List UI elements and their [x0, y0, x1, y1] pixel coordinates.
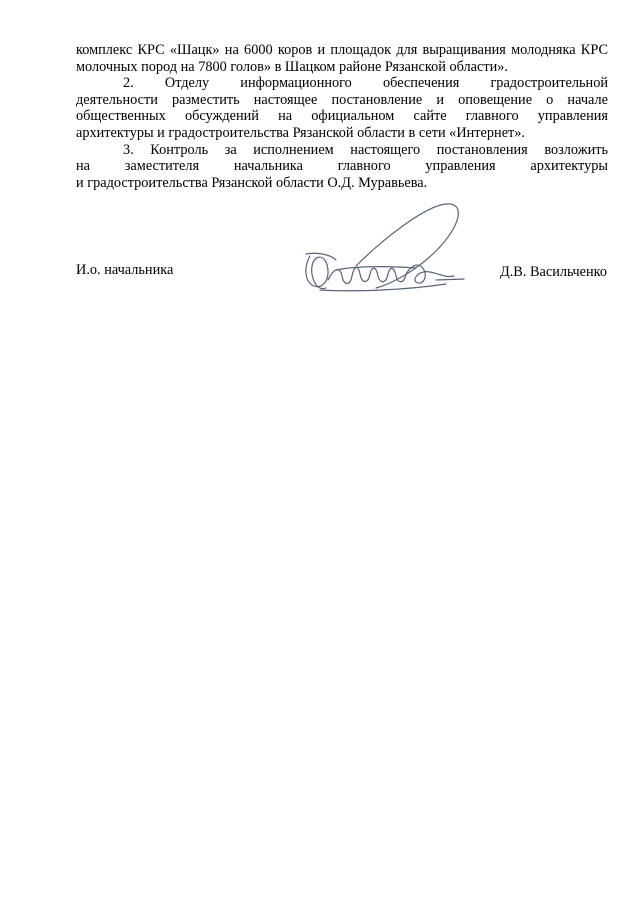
signature-block — [76, 262, 608, 302]
signatory-title: И.о. начальника — [76, 262, 174, 278]
body-line: деятельности разместить настоящее постановление и оповещение о начале — [76, 91, 608, 108]
paragraph-3-line: 3. Контроль за исполнением настоящего постановления возложить — [123, 141, 608, 158]
body-line: комплекс КРС «Шацк» на 6000 коров и площадок для выращивания молодняка КРС — [76, 42, 608, 58]
signatory-name: Д.В. Васильченко — [499, 264, 607, 280]
body-line: архитектуры и градостроительства Рязанской области в сети «Интернет». — [76, 124, 526, 141]
document-body — [76, 42, 608, 191]
paragraph-2-line: 2. Отделу информационного обеспечения градостроительной — [123, 75, 608, 92]
body-line: молочных пород на 7800 голов» в Шацком районе Рязанской области». — [76, 58, 508, 75]
body-line: общественных обсуждений на официальном сайте главного управления — [76, 108, 608, 125]
body-line: и градостроительства Рязанской области О.Д. Муравьева. — [76, 174, 428, 191]
body-line: на заместителя начальника главного управления архитектуры — [76, 158, 608, 175]
